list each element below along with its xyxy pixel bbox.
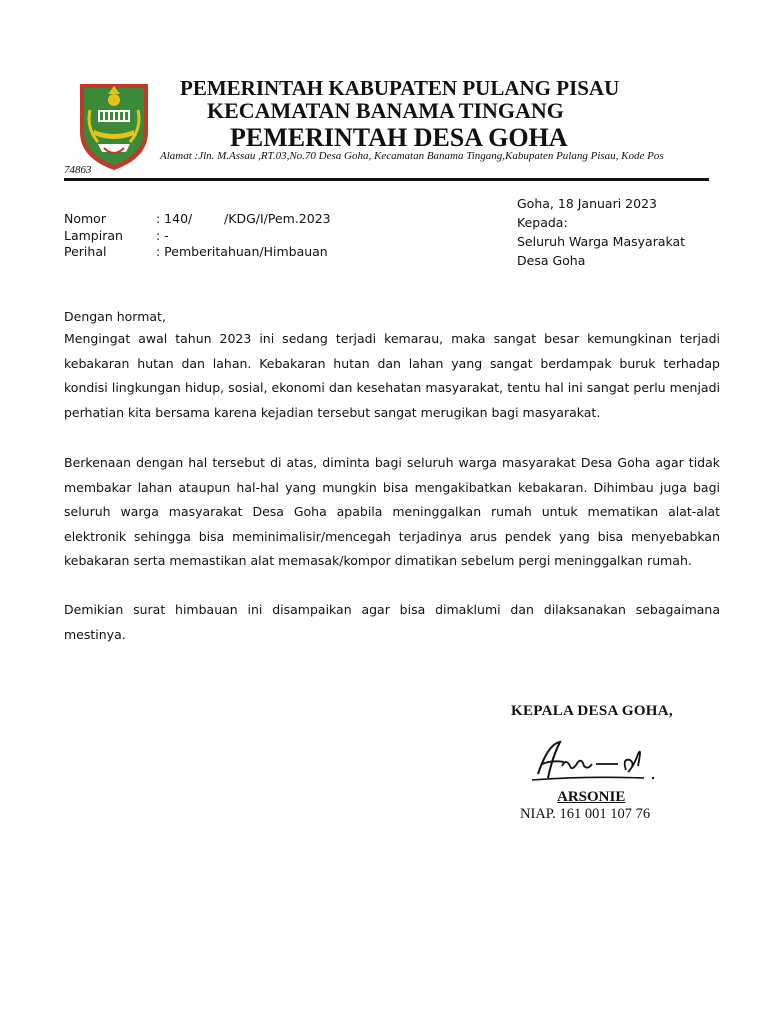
signatory-niap: NIAP. 161 001 107 76: [520, 806, 651, 822]
signatory-name: ARSONIE: [557, 789, 626, 805]
meta-perihal-value: : Pemberitahuan/Himbauan: [156, 244, 328, 259]
meta-lampiran-label: Lampiran: [64, 228, 123, 243]
body-paragraph-1: Mengingat awal tahun 2023 ini sedang terjadi kemarau, maka sangat besar kemungkinan terjadi kebakaran hutan dan lahan. Kebakaran hutan dan lahan yang sangat berdampak buruk terhadap kondisi lingkungan hidup, sosial, ekonomi dan kesehatan masyarakat, tentu hal ini sangat perlu menjadi perhatian kita bersama karena kejadian tersebut sangat merugikan bagi masyarakat.: [64, 331, 720, 420]
body-paragraph-3: Demikian surat himbauan ini disampaikan agar bisa dimaklumi dan dilaksanakan sebagaimana mestinya.: [64, 602, 720, 642]
meta-perihal-label: Perihal: [64, 244, 107, 259]
letterhead-regency: PEMERINTAH KABUPATEN PULANG PISAU: [180, 76, 620, 100]
handwritten-signature: [526, 736, 661, 786]
letterhead-postal-code: 74863: [64, 164, 92, 176]
letterhead-address: Alamat :Jln. M.Assau ,RT.03,No.70 Desa Goha, Kecamatan Banama Tingang,Kabupaten Pulang Pisau, Kode Pos: [160, 150, 664, 162]
recipient-line-2: Desa Goha: [517, 253, 586, 268]
district-emblem-icon: [76, 80, 152, 172]
meta-lampiran-value: : -: [156, 228, 169, 243]
meta-nomor-value: : 140/ /KDG/I/Pem.2023: [156, 211, 331, 226]
letterhead-divider: [64, 178, 709, 181]
recipient-label: Kepada:: [517, 215, 568, 230]
recipient-line-1: Seluruh Warga Masyarakat: [517, 234, 686, 249]
letter-date: Goha, 18 Januari 2023: [517, 196, 657, 211]
meta-nomor-label: Nomor: [64, 211, 106, 226]
signatory-title: KEPALA DESA GOHA,: [511, 703, 673, 719]
salutation: Dengan hormat,: [64, 309, 166, 324]
letterhead-district: KECAMATAN BANAMA TINGANG: [207, 98, 564, 123]
body-paragraph-2: Berkenaan dengan hal tersebut di atas, diminta bagi seluruh warga masyarakat Desa Goha agar tidak membakar lahan ataupun hal-hal yang mungkin bisa mengakibatkan kebakaran. Dihimbau juga bagi seluruh warga masyarakat Desa Goha apabila meninggalkan rumah untuk mematikan alat-alat elektronik sehingga bisa meminimalisir/mencegah terjadinya arus pendek yang bisa menyebabkan kebakaran serta memastikan alat memasak/kompor dimatikan sebelum pergi meninggalkan rumah.: [64, 455, 720, 568]
letterhead-village: PEMERINTAH DESA GOHA: [230, 123, 568, 152]
